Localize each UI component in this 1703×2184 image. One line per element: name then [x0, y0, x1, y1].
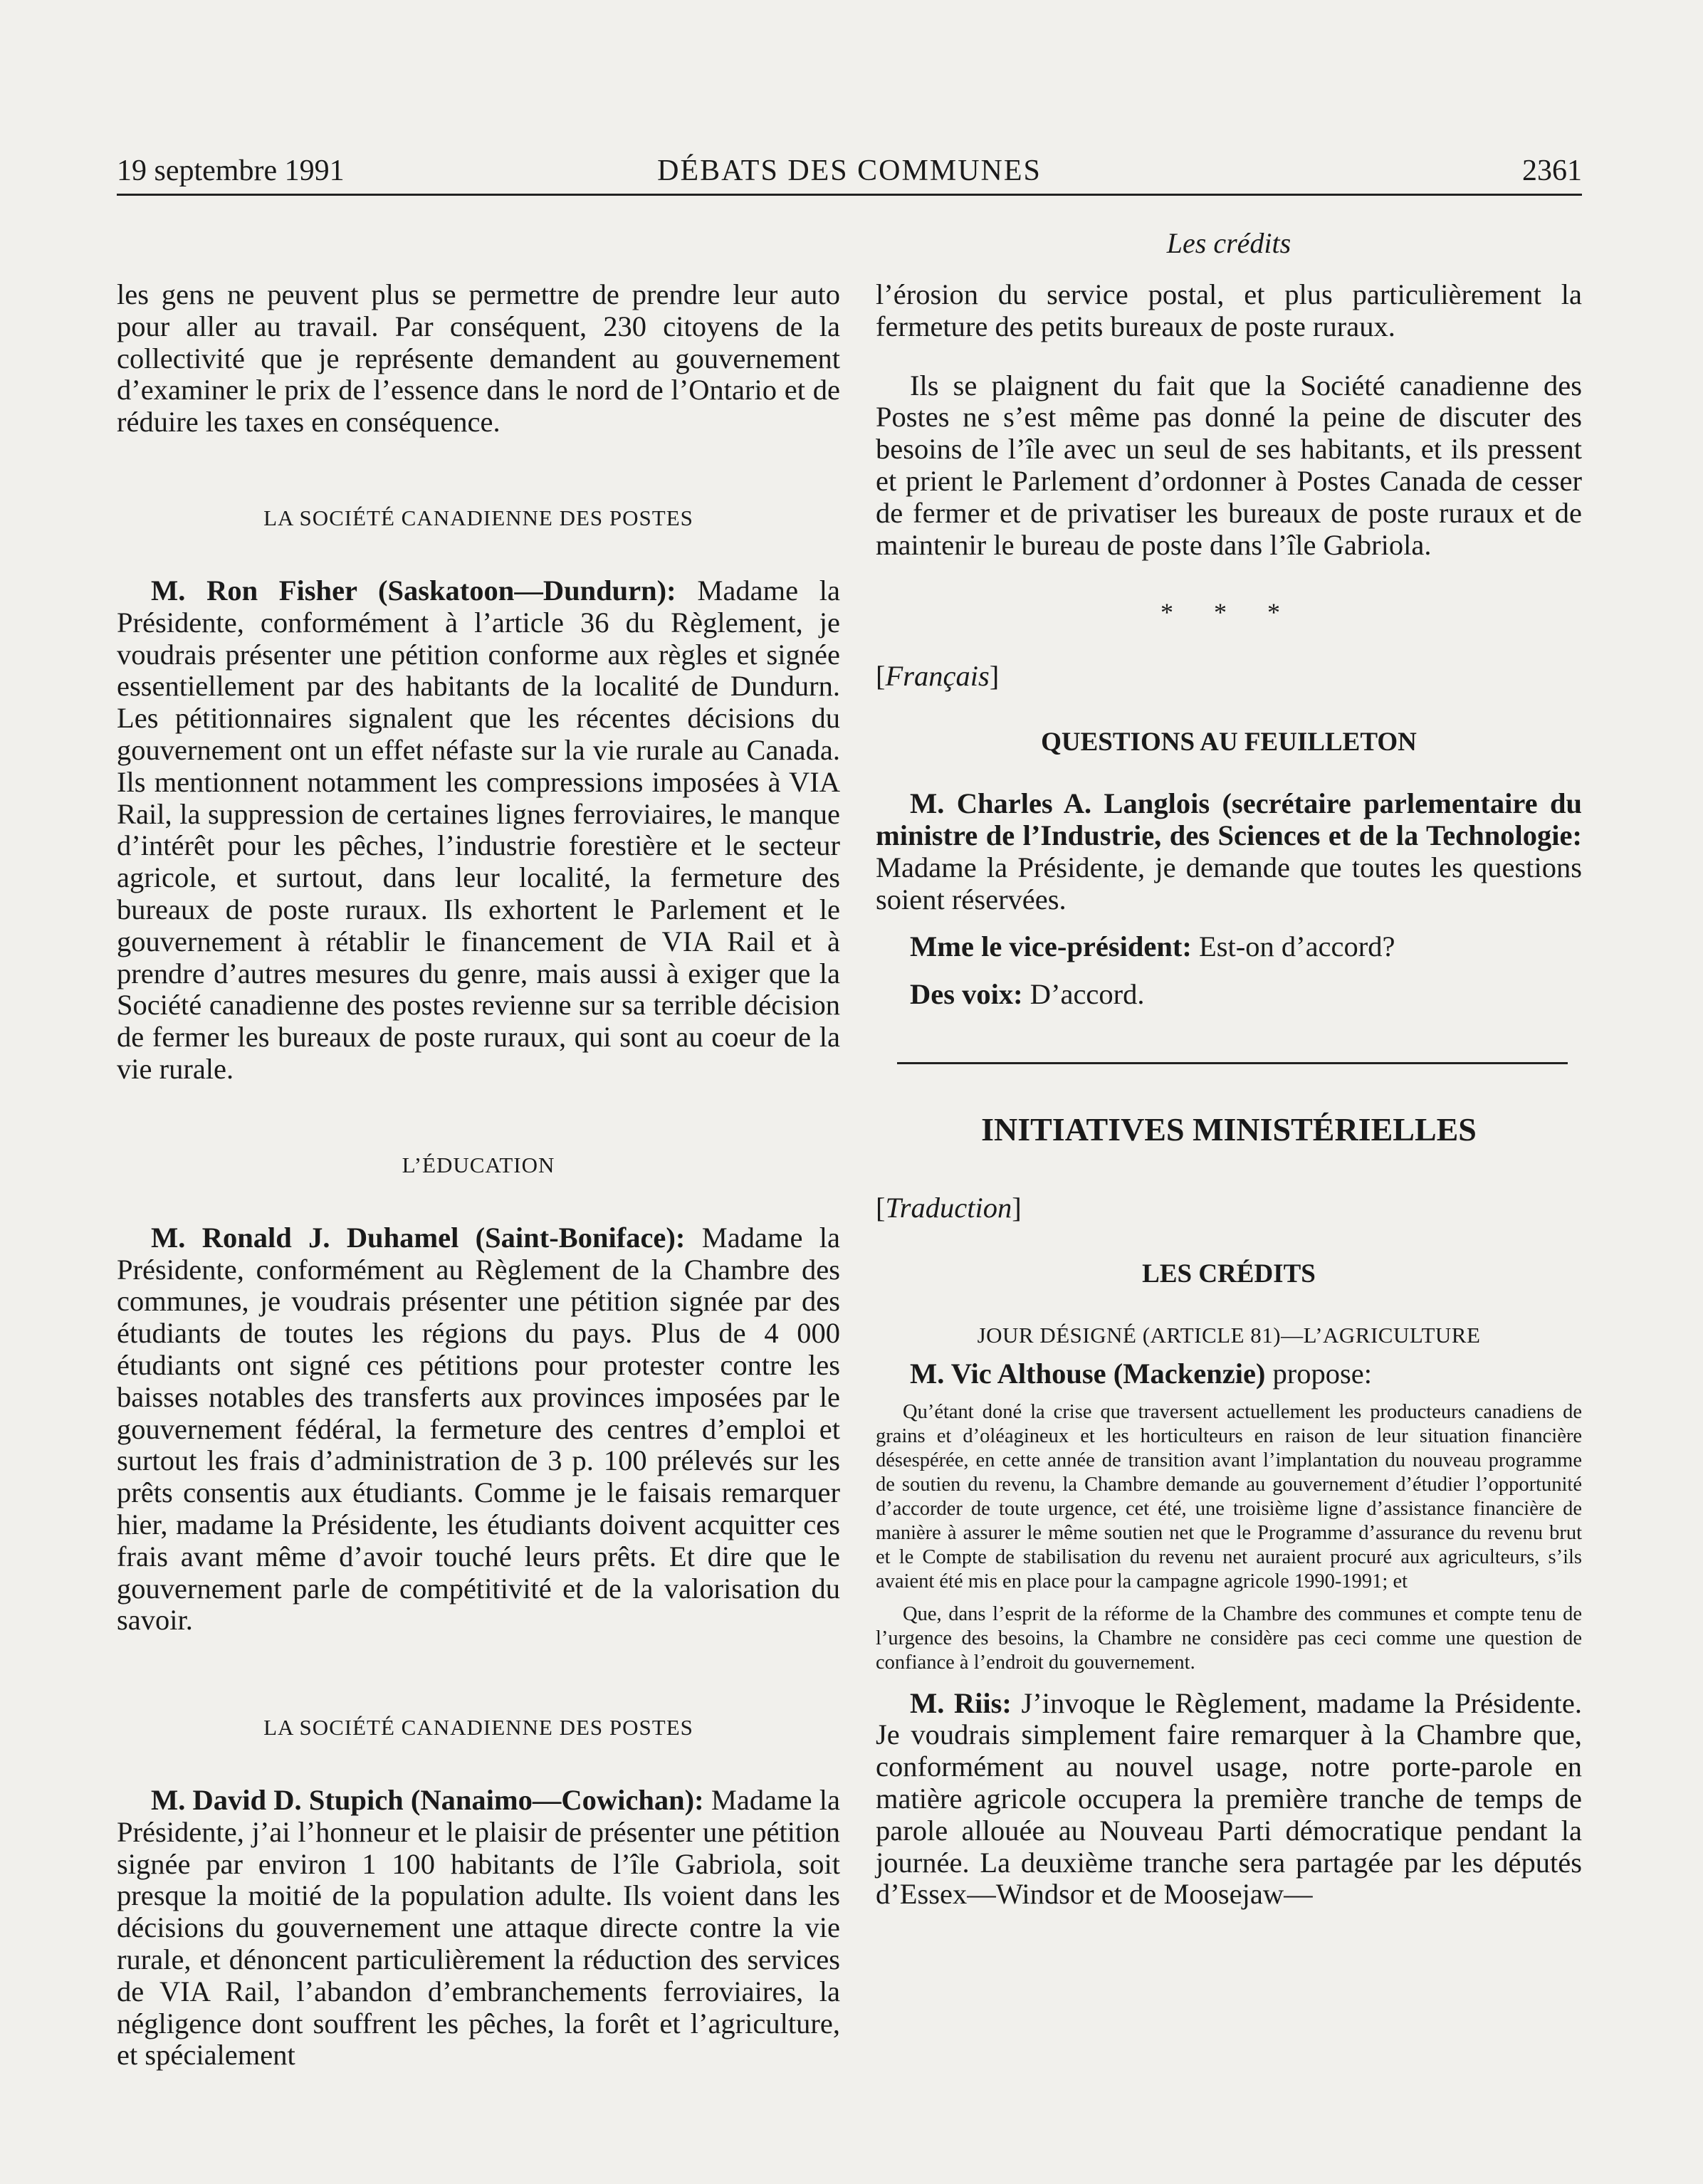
speaker-name: Des voix:	[910, 978, 1023, 1011]
section-heading: JOUR DÉSIGNÉ (ARTICLE 81)—L’AGRICULTURE	[977, 1322, 1481, 1348]
language-label: Traduction	[885, 1191, 1012, 1224]
motion-paragraph: Qu’étant doné la crise que traversent actuellement les producteurs canadiens de grains et d’oléagineux et les horticulteurs en raison de leur situation financière désespérée, en cette année de transition avant l’implantation du nouveau programme de soutien du revenu, la Chambre demande au gouvernement d’étudier l’opportunité d’accorder de toute urgence, cet été, une troisième ligne d’assistance financière de manière à assurer le même soutien net que le Programme d’assurance du revenu brut et le Compte de stabilisation du revenu net auraient procuré aux agriculteurs, s’ils avaient été mis en place pour la campagne agricole 1990-1991; et	[876, 1400, 1582, 1592]
running-head: Les crédits	[1166, 227, 1291, 259]
language-note	[876, 661, 1582, 693]
section-heading: L’ÉDUCATION	[402, 1152, 555, 1177]
bracket-open: [	[876, 660, 886, 693]
header-title: DÉBATS DES COMMUNES	[657, 154, 1042, 187]
speaker-name: M. David D. Stupich (Nanaimo—Cowichan):	[151, 1784, 704, 1817]
speech-text: Madame la Présidente, j’ai l’honneur et le plaisir de présenter une pétition signée par environ 1 100 habitants de l’île Gabriola, soit presque la moitié de la population adulte. Ils voient dans les décisions du gouvernement une attaque directe contre la vie rurale, et dénoncent particulièrement la réduction des services de VIA Rail, l’abandon d’embranchements ferroviaires, la négligence dont souffrent les pêches, la forêt et l’agriculture, et spécialement	[117, 1784, 840, 2072]
left-column	[117, 279, 840, 2072]
section-separator: * * *	[1160, 598, 1297, 627]
petition-paragraph	[117, 575, 840, 1086]
speech-text: Madame la Présidente, conformément au Règlement de la Chambre des communes, je voudrais présenter une pétition signée par des étudiants de toutes les régions du pays. Plus de 4 000 étudiants ont signé ces pétitions pour protester contre les baisses notables des transferts aux provinces imposées par le gouvernement fédéral, la fermeture des centres d’emploi et surtout les frais d’administration de 3 p. 100 prélevés sur les prêts consentis aux étudiants. Comme je le faisais remarquer hier, madame la Présidente, les étudiants doivent acquitter ces frais avant même d’avoir touché leurs prêts. Et dire que le gouvernement parle de compétitivité et de la valorisation du savoir.	[117, 1221, 841, 1637]
speech-text: Madame la Présidente, je demande que toutes les questions soient réservées.	[876, 851, 1582, 915]
petition-paragraph	[117, 1222, 840, 1637]
horizontal-rule	[897, 1062, 1568, 1064]
motion-paragraph: Que, dans l’esprit de la réforme de la Chambre des communes et compte tenu de l’urgence des besoins, la Chambre ne considère pas ceci comme une question de confiance à l’endroit du gouvernement.	[876, 1602, 1582, 1674]
bracket-close: ]	[1012, 1191, 1022, 1224]
petition-paragraph	[117, 1785, 840, 2072]
speech-text: D’accord.	[1022, 978, 1145, 1011]
speech-paragraph	[876, 931, 1582, 963]
speaker-name: M. Ronald J. Duhamel (Saint-Boniface):	[151, 1221, 686, 1254]
language-note	[876, 1192, 1582, 1224]
motion-text	[876, 1400, 1582, 1675]
paragraph: les gens ne peuvent plus se permettre de prendre leur auto pour aller au travail. Par conséquent, 230 citoyens de la collectivité que je représente demandent au gouvernement d’examiner le prix de l’essence dans le nord de l’Ontario et de réduire les taxes en conséquence.	[117, 278, 840, 439]
speaker-name: M. Ron Fisher (Saskatoon—Dundurn):	[151, 574, 676, 607]
bracket-open: [	[876, 1191, 886, 1224]
proposes-text: propose:	[1265, 1357, 1373, 1390]
speech-paragraph	[876, 788, 1582, 915]
heading-credits: LES CRÉDITS	[1142, 1259, 1316, 1288]
heading-initiatives: INITIATIVES MINISTÉRIELLES	[981, 1111, 1477, 1148]
header-date: 19 septembre 1991	[117, 154, 345, 187]
paragraph: l’érosion du service postal, et plus particulièrement la fermeture des petits bureaux de poste ruraux.	[876, 278, 1582, 342]
speaker-name: M. Riis:	[910, 1686, 1012, 1719]
section-heading: LA SOCIÉTÉ CANADIENNE DES POSTES	[263, 1715, 693, 1741]
language-label: Français	[885, 660, 990, 693]
page-header	[117, 151, 1582, 196]
heading-questions: QUESTIONS AU FEUILLETON	[1041, 728, 1417, 757]
speech-paragraph	[876, 979, 1582, 1011]
speaker-name: M. Charles A. Langlois (secrétaire parlementaire du ministre de l’Industrie, des Sciences et de la Technologie:	[876, 787, 1582, 851]
right-column	[876, 279, 1582, 1911]
speech-text: J’invoque le Règlement, madame la Présidente. Je voudrais simplement faire remarquer à la Chambre que, conformément au nouvel usage, notre porte-parole en matière agricole occupera la première tranche de temps de parole allouée au Nouveau Parti démocratique pendant la journée. La deuxième tranche sera partagée par les députés d’Essex—Windsor et de Moosejaw—	[876, 1686, 1582, 1911]
section-heading: LA SOCIÉTÉ CANADIENNE DES POSTES	[263, 505, 693, 530]
header-page-number: 2361	[1522, 154, 1582, 187]
speech-paragraph	[876, 1688, 1582, 1911]
motion-proposer	[876, 1358, 1582, 1390]
speaker-name: M. Vic Althouse (Mackenzie)	[910, 1357, 1266, 1390]
bracket-close: ]	[989, 660, 1000, 693]
paragraph: Ils se plaignent du fait que la Société canadienne des Postes ne s’est même pas donné la peine de discuter des besoins de l’île avec un seul de ses habitants, et ils pressent et prient le Parlement d’ordonner à Postes Canada de cesser de fermer et de privatiser les bureaux de poste ruraux et de maintenir le bureau de poste dans l’île Gabriola.	[876, 369, 1582, 561]
speech-text: Madame la Présidente, conformément à l’article 36 du Règlement, je voudrais présenter une pétition conforme aux règles et signée essentiellement par des habitants de la localité de Dundurn. Les pétitionnaires signalent que les récentes décisions du gouvernement ont un effet néfaste sur la vie rurale au Canada. Ils mentionnent notamment les compressions imposées à VIA Rail, la suppression de certaines lignes ferroviaires, le manque d’intérêt pour les pêches, l’industrie forestière et le secteur agricole, et surtout, dans leur localité, la fermeture des bureaux de poste ruraux. Ils exhortent le Parlement et le gouvernement à rétablir le financement de VIA Rail et à prendre d’autres mesures du genre, mais aussi à exiger que la Société canadienne des postes revienne sur sa terrible décision de fermer les bureaux de poste ruraux, qui sont au coeur de la vie rurale.	[117, 574, 841, 1085]
speaker-name: Mme le vice-président:	[910, 930, 1192, 963]
speech-text: Est-on d’accord?	[1191, 930, 1395, 963]
